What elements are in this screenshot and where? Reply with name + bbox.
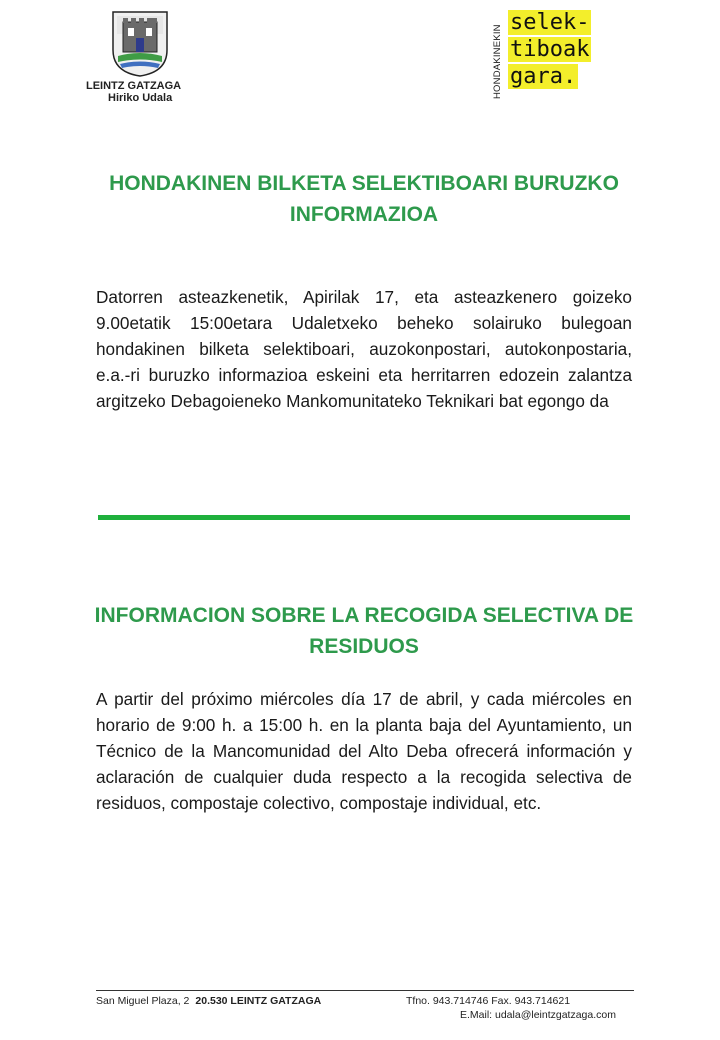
footer-postcode: 20.530 LEINTZ GATZAGA bbox=[195, 995, 322, 1007]
town-name-line2: Hiriko Udala bbox=[108, 92, 173, 104]
footer-email: E.Mail: udala@leintzgatzaga.com bbox=[460, 1009, 616, 1021]
town-name-line1: LEINTZ GATZAGA bbox=[86, 80, 182, 92]
brand-line-3: gara. bbox=[510, 64, 577, 89]
brand-line-2: tiboak bbox=[510, 37, 590, 62]
footer-phone-fax: Tfno. 943.714746 Fax. 943.714621 bbox=[406, 995, 571, 1007]
section-body-eu: Datorren asteazkenetik, Apirilak 17, eta asteazkenero goizeko 9.00etatik 15:00etara Udaletxeko beheko solairuko bulegoan hondakinen bilketa selektiboari, auzokonpostari, autokonpostaria, e.a.-ri buruzko informazioa eskeini eta herritarren edozein zalantza argitzeko Debagoieneko Mankomunitateko Teknikari bat egongo da bbox=[96, 287, 632, 411]
footer-address bbox=[96, 994, 321, 1008]
section-divider bbox=[98, 515, 630, 520]
section-body-es: A partir del próximo miércoles día 17 de abril, y cada miércoles en horario de 9:00 h. a 15:00 h. en la planta baja del Ayuntamiento, un Técnico de la Mancomunidad del Alto Deba ofrecerá información y aclaración de cualquier duda respecto a la recogida selectiva de residuos, compostaje colectivo, compostaje individual, etc. bbox=[96, 689, 632, 813]
brand-logo bbox=[508, 10, 591, 91]
brand-side-text: HONDAKINEKIN bbox=[492, 24, 503, 100]
coat-of-arms-icon bbox=[110, 10, 170, 78]
brand-line-1: selek- bbox=[510, 10, 590, 35]
section-title-eu: HONDAKINEN BILKETA SELEKTIBOARI BURUZKO INFORMAZIOA bbox=[109, 172, 619, 226]
footer-street: San Miguel Plaza, 2 bbox=[96, 995, 190, 1007]
section-title-es: INFORMACION SOBRE LA RECOGIDA SELECTIVA DE RESIDUOS bbox=[94, 604, 634, 658]
town-hall-name bbox=[86, 80, 216, 104]
footer-rule bbox=[96, 990, 634, 991]
